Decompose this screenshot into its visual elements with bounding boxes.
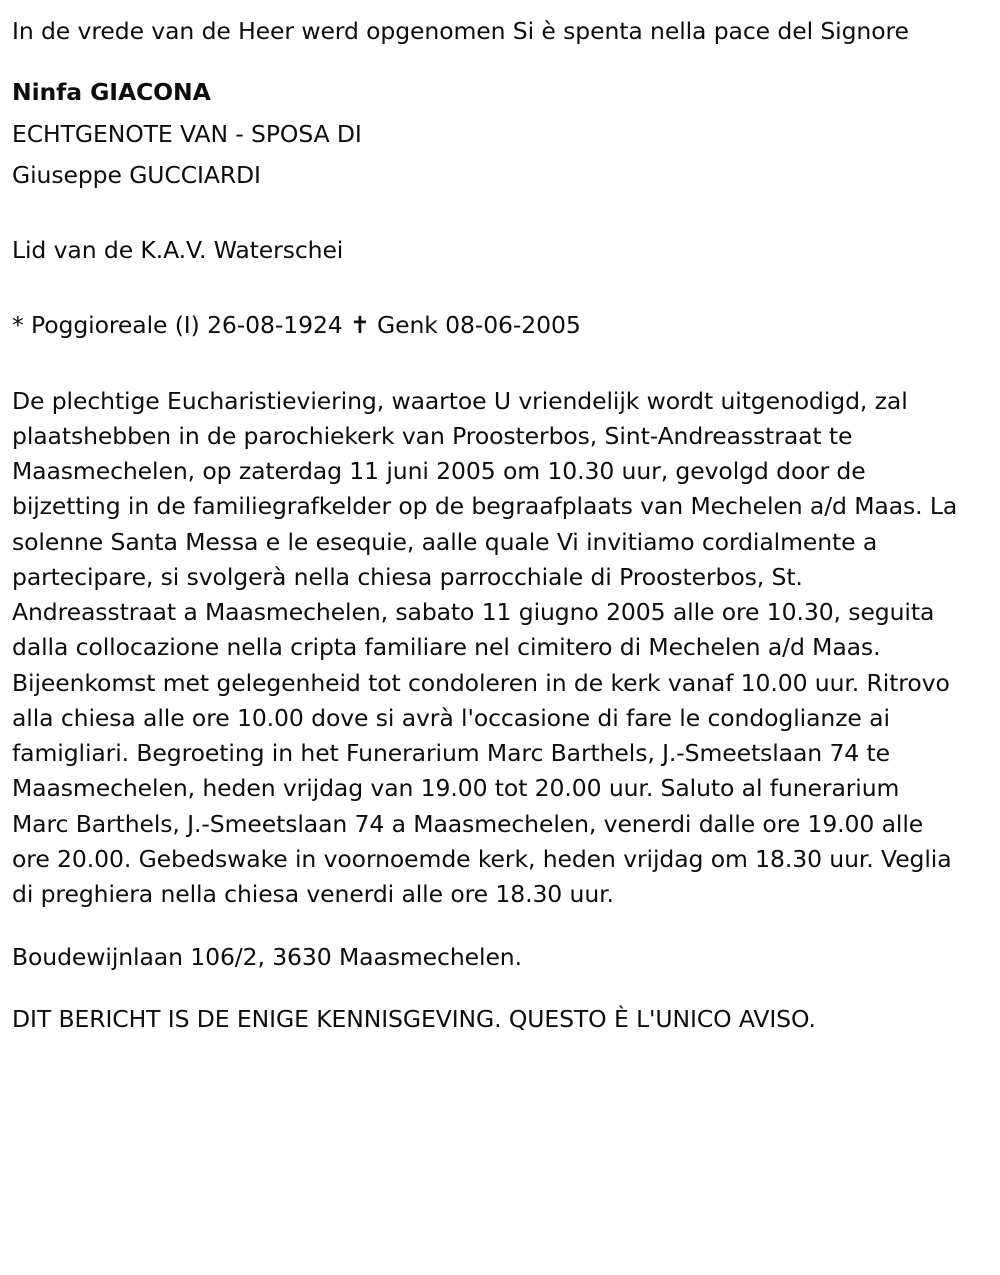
relation-label: ECHTGENOTE VAN - SPOSA DI bbox=[12, 119, 362, 148]
spouse-name: Giuseppe GUCCIARDI bbox=[12, 160, 261, 189]
spacer-after-spouse bbox=[12, 219, 962, 233]
spacer-after-membership bbox=[12, 294, 962, 308]
family-address: Boudewijnlaan 106/2, 3630 Maasmechelen. bbox=[12, 943, 522, 972]
spacer-before-body bbox=[12, 370, 962, 384]
notice-text: DIT BERICHT IS DE ENIGE KENNISGEVING. QUESTO È L'UNICO AVISO. bbox=[12, 1004, 816, 1033]
deceased-name: Ninfa GIACONA bbox=[12, 78, 211, 107]
intro-text: In de vrede van de Heer werd opgenomen Si è spenta nella pace del Signore bbox=[12, 17, 909, 45]
membership-text: Lid van de K.A.V. Waterschei bbox=[12, 236, 344, 264]
ceremony-details-text: De plechtige Eucharistieviering, waartoe U vriendelijk wordt uitgenodigd, zal plaatshebben in de parochiekerk van Proosterbos, Sint-Andreasstraat te Maasmechelen, op zaterdag 11 juni 2005 om 10.30 uur, gevolgd door de bijzetting in de familiegrafkelder op de begraafplaats van Mechelen a/d Maas. La solenne Santa Messa e le esequie, aalle quale Vi invitiamo cordialmente a partecipare, si svolgerà nella chiesa parrocchiale di Proosterbos, St. Andreasstraat a Maasmechelen, sabato 11 giugno 2005 alle ore 10.30, seguita dalla collocazione nella cripta familiare nel cimitero di Mechelen a/d Maas. Bijeenkomst met gelegenheid tot condoleren in de kerk vanaf 10.00 uur. Ritrovo alla chiesa alle ore 10.00 dove si avrà l'occasione di fare le condoglianze ai famigliari. Begroeting in het Funerarium Marc Barthels, J.-Smeetslaan 74 te Maasmechelen, heden vrijdag van 19.00 tot 20.00 uur. Saluto al funerarium Marc Barthels, J.-Smeetslaan 74 a Maasmechelen, venerdi dalle ore 19.00 alle ore 20.00. Gebedswake in voornoemde kerk, heden vrijdag om 18.30 uur. Veglia di preghiera nella chiesa venerdi alle ore 18.30 uur. bbox=[12, 386, 958, 908]
birth-death-dates: * Poggioreale (I) 26-08-1924 ✝ Genk 08-06-2005 bbox=[12, 311, 581, 340]
